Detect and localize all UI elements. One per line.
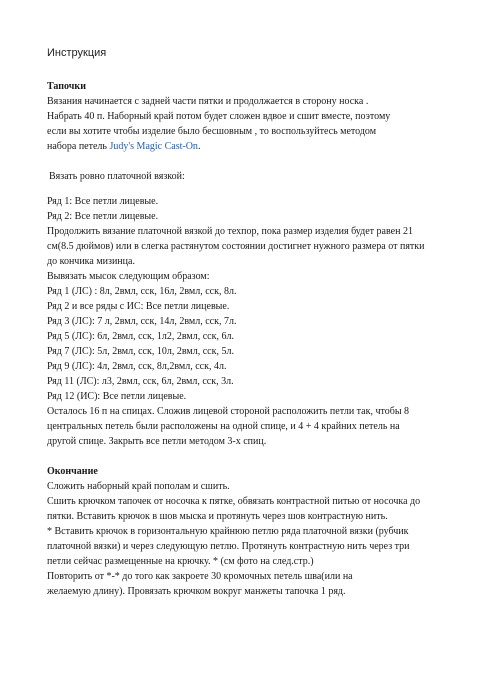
finish-line: * Вставить крючок в горизонтальную крайнюю петлю ряда платочной вязки (рубчик	[47, 526, 409, 537]
row-instruction: Ряд 1 (ЛС) : 8л, 2вмл, сск, 16л, 2вмл, сск, 8л.	[47, 286, 237, 297]
row-instruction: см(8.5 дюймов) или в слегка растянутом состоянии достигнет нужного размера от пятки	[47, 241, 425, 252]
row-instruction: до кончика мизинца.	[47, 256, 135, 267]
row-instruction: Ряд 1: Все петли лицевые.	[47, 196, 159, 207]
finish-line: петли сейчас размещенные на крючку. * (см фото на след.стр.)	[47, 556, 314, 567]
row-instruction: Осталось 16 п на спицах. Сложив лицевой стороной расположить петли так, чтобы 8	[47, 406, 410, 417]
finish-line: Повторить от *-* до того как закроете 30 кромочных петель шва(или на	[47, 571, 353, 582]
row-instruction: Ряд 11 (ЛС): л3, 2вмл, сск, 6л, 2вмл, сск, 3л.	[47, 376, 234, 387]
finish-line: Сшить крючком тапочек от носочка к пятке, обвязать контрастной питью от носочка до	[47, 496, 421, 507]
intro-line: Набрать 40 п. Наборный край потом будет сложен вдвое и сшит вместе, поэтому	[47, 111, 391, 122]
intro-line: Вязания начинается с задней части пятки и продолжается в сторону носка .	[47, 96, 369, 107]
row-instruction: центральных петель были расположены на одной спице, и 4 + 4 крайних петель на	[47, 421, 400, 432]
row-instruction: Вывязать мысок следующим образом:	[47, 271, 210, 282]
row-instruction: Ряд 3 (ЛС): 7 л, 2вмл, сск, 14л, 2вмл, сск, 7л.	[47, 316, 237, 327]
finish-line: Сложить наборный край пополам и сшить.	[47, 481, 230, 492]
intro-line: если вы хотите чтобы изделие было бесшовным , то воспользуйтесь методом	[47, 126, 377, 137]
finish-line: желаемую длину). Провязать крючком вокруг манжеты тапочка 1 ряд.	[47, 586, 346, 597]
section-title-finishing: Окончание	[47, 466, 98, 477]
row-instruction: Ряд 7 (ЛС): 5л, 2вмл, сск, 10л, 2вмл, сск, 5л.	[47, 346, 234, 357]
garter-instruction: Вязать ровно платочной вязкой:	[49, 171, 185, 182]
page-heading: Инструкция	[47, 47, 107, 59]
finish-line: платочной вязки) и через следующую петлю. Протянуть контрастную нить через три	[47, 541, 410, 552]
row-instruction: Ряд 2 и все ряды с ИС: Все петли лицевые.	[47, 301, 230, 312]
row-instruction: Продолжить вязание платочной вязкой до техпор, пока размер изделия будет равен 21	[47, 226, 413, 237]
intro-line-with-link	[47, 141, 200, 153]
row-instruction: Ряд 12 (ИС): Все петли лицевые.	[47, 391, 187, 402]
row-instruction: другой спице. Закрыть все петли методом 3-х спиц.	[47, 436, 267, 447]
row-instruction: Ряд 2: Все петли лицевые.	[47, 211, 159, 222]
finish-line: пятки. Вставить крючок в шов мыска и протянуть через шов контрастную нить.	[47, 511, 388, 522]
section-title-slippers: Тапочки	[47, 81, 86, 92]
row-instruction: Ряд 5 (ЛС): 6л, 2вмл, сск, 1л2, 2вмл, сск, 6л.	[47, 331, 234, 342]
judys-magic-cast-on-link[interactable]: Judy's Magic Cast-On	[109, 141, 198, 152]
intro-text: набора петель	[47, 141, 110, 152]
intro-text-end: .	[197, 141, 201, 152]
row-instruction: Ряд 9 (ЛС): 4л, 2вмл, сск, 8л,2вмл, сск, 4л.	[47, 361, 227, 372]
